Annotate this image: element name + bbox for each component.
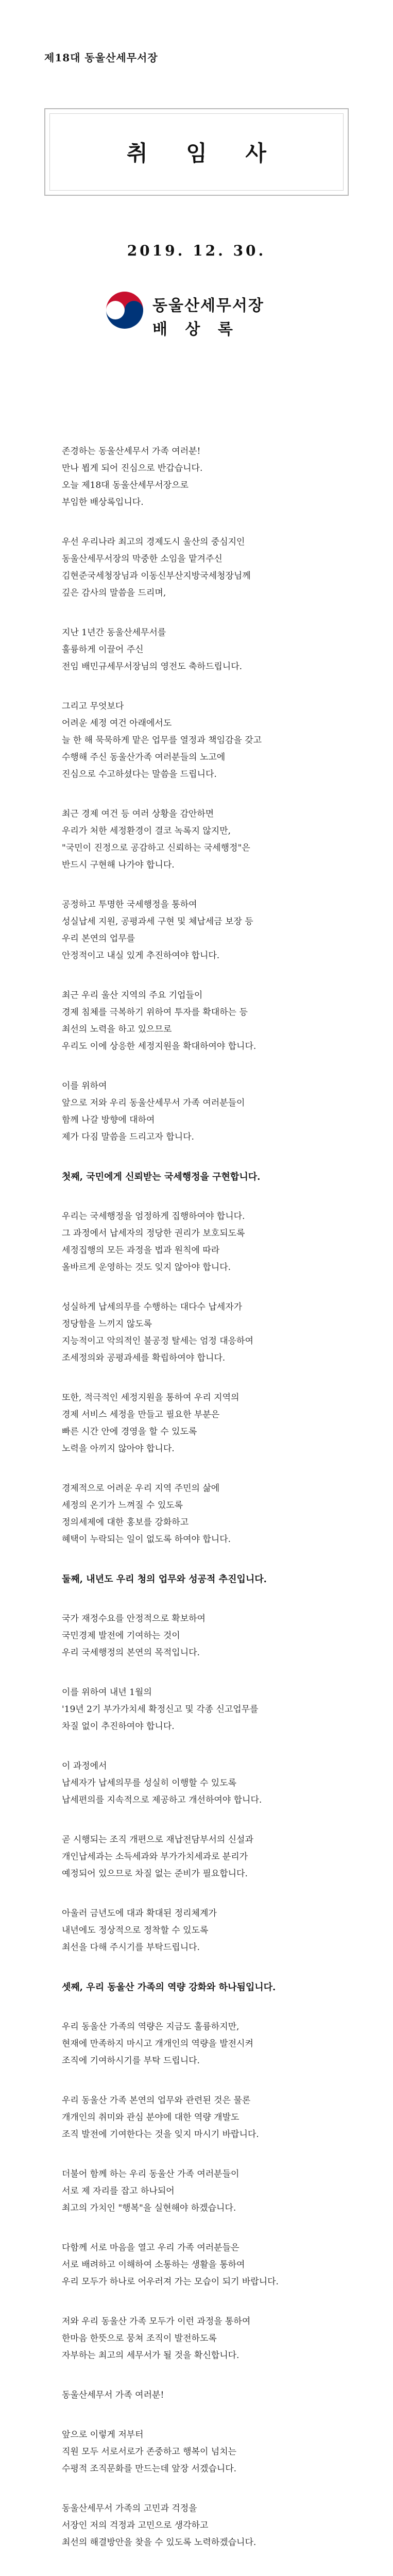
paragraph: 동울산세무서 가족의 고민과 걱정을 서장인 저의 걱정과 고민으로 생각하고 최선의 해결방안을 찾을 수 있도록 노력하겠습니다. <box>62 2503 257 2548</box>
logo-organization: 동울산세무서장 <box>152 297 264 315</box>
speech-body <box>62 443 350 2576</box>
paragraph: 곧 시행되는 조직 개편으로 재납전담부서의 신설과 개인납세과는 소득세과와 부가가치세과로 분리가 예정되어 있으므로 차질 없는 준비가 필요합니다. <box>62 1835 253 1879</box>
series-label: 제18대 동울산세무서장 <box>44 52 158 64</box>
section-heading: 첫째, 국민에게 신뢰받는 국세행정을 구현합니다. <box>62 1172 261 1182</box>
paragraph: 최근 우리 울산 지역의 주요 기업들이 경제 침체를 극복하기 위하여 투자를 확대하는 등 최선의 노력을 하고 있으므로 우리도 이에 상응한 세정지원을 확대하여야 합니다. <box>62 990 257 1052</box>
paragraph: 다함께 서로 마음을 열고 우리 가족 여러분들은 서로 배려하고 이해하여 소통하는 생활을 통하여 우리 모두가 하나로 어우러져 가는 모습이 되기 바랍니다. <box>62 2243 279 2287</box>
paragraph: 우리 동울산 가족 본연의 업무와 관련된 것은 물론 개개인의 취미와 관심 분야에 대한 역량 개발도 조직 발전에 기여한다는 것을 잊지 마시기 바랍니다. <box>62 2095 259 2140</box>
paragraph: 이를 위하여 내년 1월의 '19년 2기 부가가치세 확정신고 및 각종 신고업무를 차질 없이 추진하여야 합니다. <box>62 1687 259 1732</box>
paragraph: 이 과정에서 납세자가 납세의무를 성실히 이행할 수 있도록 납세편의를 지속적으로 제공하고 개선하여야 합니다. <box>62 1761 262 1805</box>
paragraph: 지난 1년간 동울산세무서를 훌륭하게 이끌어 주신 전임 배민규세무서장님의 영전도 축하드립니다. <box>62 628 243 672</box>
taegeuk-emblem-icon <box>103 289 146 332</box>
paragraph: 앞으로 이렇게 저부터 직원 모두 서로서로가 존중하고 행복이 넘치는 수평적 조직문화를 만드는데 앞장 서겠습니다. <box>62 2430 237 2474</box>
paragraph: 이를 위하여 앞으로 저와 우리 동울산세무서 가족 여러분들이 함께 나갈 방향에 대하여 제가 다짐 말씀을 드리고자 합니다. <box>62 1081 245 1142</box>
paragraph: 성실하게 납세의무를 수행하는 대다수 납세자가 정당함을 느끼지 않도록 지능적이고 악의적인 불공정 탈세는 엄정 대응하여 조세정의와 공평과세를 확립하여야 합니다. <box>62 1302 253 1363</box>
logo-person-name: 배 상 록 <box>152 320 239 338</box>
office-logo <box>103 289 299 345</box>
header-bar <box>0 0 393 77</box>
section-heading: 셋째, 우리 동울산 가족의 역량 강화와 하나됨입니다. <box>62 1982 276 1993</box>
paragraph: 우리는 국세행정을 엄정하게 집행하여야 합니다. 그 과정에서 납세자의 정당한 권리가 보호되도록 세정집행의 모든 과정을 법과 원칙에 따라 올바르게 운영하는 것도 잊지 않아야 합니다. <box>62 1211 245 1273</box>
document-title: 취 임 사 <box>127 141 282 166</box>
paragraph: 저와 우리 동울산 가족 모두가 이런 과정을 통하여 한마음 한뜻으로 뭉쳐 조직이 발전하도록 자부하는 최고의 세무서가 될 것을 확신합니다. <box>62 2316 251 2361</box>
paragraph: 우리 동울산 가족의 역량은 지금도 훌륭하지만, 현재에 만족하지 마시고 개개인의 역량을 발전시켜 조직에 기여하시기를 부탁 드립니다. <box>62 2022 253 2066</box>
paragraph: 더불어 함께 하는 우리 동울산 가족 여러분들이 서로 제 자리를 잡고 하나되어 최고의 가치인 "행복"을 실현해야 하겠습니다. <box>62 2169 240 2213</box>
paragraph: 존경하는 동울산세무서 가족 여러분! 만나 뵙게 되어 진심으로 반갑습니다. 오늘 제18대 동울산세무서장으로 부임한 배상록입니다. <box>62 446 203 507</box>
paragraph: 동울산세무서 가족 여러분! <box>62 2390 164 2400</box>
paragraph: 그리고 무엇보다 어려운 세정 여건 아래에서도 늘 한 해 묵묵하게 맡은 업무를 열정과 책임감을 갖고 수행해 주신 동울산가족 여러분들의 노고에 진심으로 수고하셨다는 말씀을 드립니다. <box>62 701 262 779</box>
paragraph: 또한, 적극적인 세정지원을 통하여 우리 지역의 경제 서비스 세정을 만들고 필요한 부분은 빠른 시간 안에 경영을 할 수 있도록 노력을 아끼지 않아야 합니다. <box>62 1393 240 1454</box>
section-heading: 둘째, 내년도 우리 청의 업무와 성공적 추진입니다. <box>62 1574 267 1585</box>
paragraph: 경제적으로 어려운 우리 지역 주민의 삶에 세정의 온기가 느껴질 수 있도록 정의세제에 대한 홍보를 강화하고 혜택이 누락되는 일이 없도록 하여야 합니다. <box>62 1483 231 1545</box>
paragraph: 공정하고 투명한 국세행정을 통하여 성실납세 지원, 공평과세 구현 및 체납세금 보장 등 우리 본연의 업무를 안정적이고 내실 있게 추진하여야 합니다. <box>62 900 253 961</box>
paragraph: 최근 경제 여건 등 여러 상황을 감안하면 우리가 처한 세정환경이 결코 녹록지 않지만, "국민이 진정으로 공감하고 신뢰하는 국세행정"은 반드시 구현해 나가야 합니다. <box>62 809 250 870</box>
document-date: 2019. 12. 30. <box>127 242 266 259</box>
paragraph: 국가 재정수요를 안정적으로 확보하여 국민경제 발전에 기여하는 것이 우리 국세행정의 본연의 목적입니다. <box>62 1614 206 1658</box>
paragraph <box>62 2574 350 2576</box>
title-frame <box>44 108 349 196</box>
paragraph: 아울러 금년도에 대과 확대된 정리체계가 내년에도 정상적으로 정착할 수 있도록 최선을 다해 주시기를 부탁드립니다. <box>62 1908 217 1953</box>
paragraph: 우선 우리나라 최고의 경제도시 울산의 중심지인 동울산세무서장의 막중한 소임을 맡겨주신 김현준국세청장님과 이동신부산지방국세청장님께 깊은 감사의 말씀을 드리며, <box>62 537 251 598</box>
